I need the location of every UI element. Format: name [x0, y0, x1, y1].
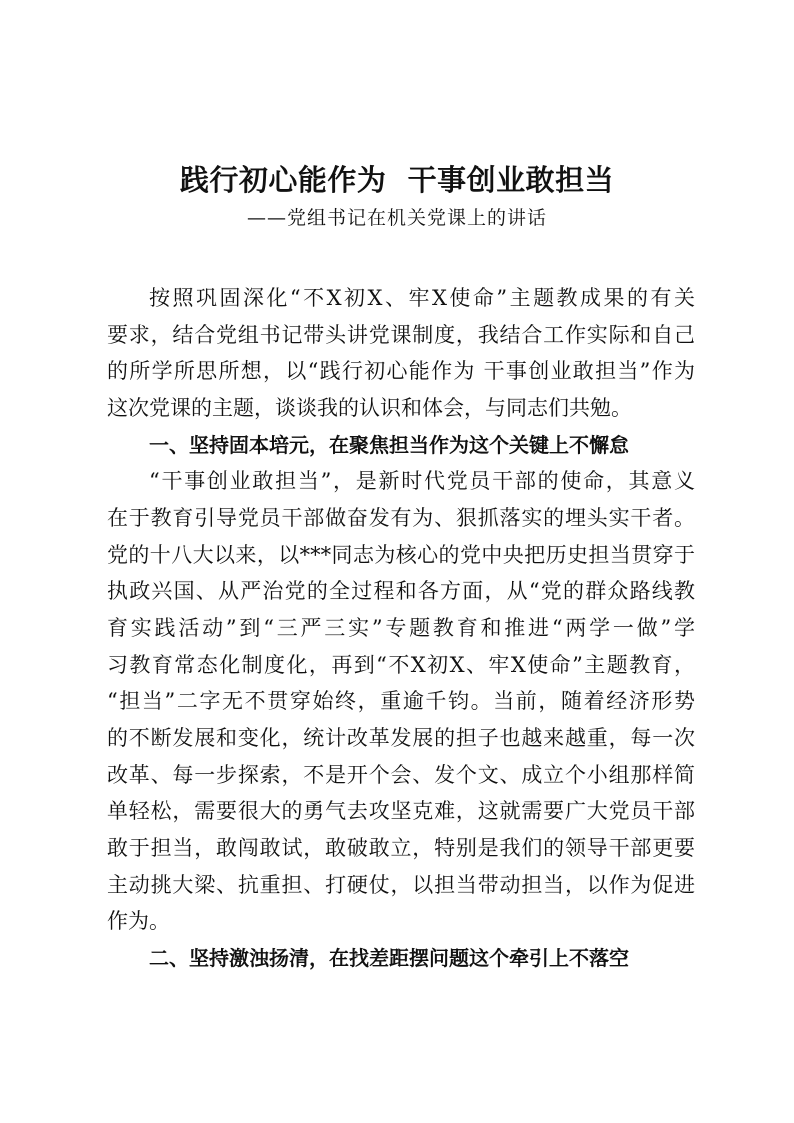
paragraph-line: 作为。 [107, 909, 170, 933]
paragraph-line: 单轻松，需要很大的勇气去攻坚克难，这就需要广大党员干部 [107, 799, 695, 823]
paragraph-line: 育实践活动”到“三严三实”专题教育和推进“两学一做”学 [107, 616, 695, 640]
section-heading: 二、坚持激浊扬清，在找差距摆问题这个牵引上不落空 [149, 946, 629, 970]
section-heading: 一、坚持固本培元，在聚焦担当作为这个关键上不懈怠 [149, 433, 629, 457]
paragraph-line: 改革、每一步探索，不是开个会、发个文、成立个小组那样简 [107, 763, 695, 787]
paragraph-line: “担当”二字无不贯穿始终，重逾千钧。当前，随着经济形势 [107, 689, 695, 713]
paragraph-line: 敢于担当，敢闯敢试，敢破敢立，特别是我们的领导干部更要 [107, 836, 695, 860]
paragraph-line: 党的十八大以来，以***同志为核心的党中央把历史担当贯穿于 [107, 543, 695, 567]
paragraph-line: 要求，结合党组书记带头讲党课制度，我结合工作实际和自己 [107, 323, 695, 347]
paragraph-line: 的所学所思所想，以“践行初心能作为 干事创业敢担当”作为 [107, 359, 695, 383]
document-subtitle: ——党组书记在机关党课上的讲话 [246, 207, 547, 229]
paragraph-line: 这次党课的主题，谈谈我的认识和体会，与同志们共勉。 [107, 396, 632, 420]
paragraph-line: 按照巩固深化“不X初X、牢X使命”主题教成果的有关 [149, 286, 695, 310]
document-title: 践行初心能作为 干事创业敢担当 [179, 163, 615, 197]
paragraph-line: 主动挑大梁、抗重担、打硬仗，以担当带动担当，以作为促进 [107, 873, 695, 897]
paragraph-line: 习教育常态化制度化，再到“不X初X、牢X使命”主题教育， [107, 653, 695, 677]
paragraph-line: 在于教育引导党员干部做奋发有为、狠抓落实的埋头实干者。 [107, 506, 695, 530]
paragraph-line: “干事创业敢担当”，是新时代党员干部的使命，其意义 [149, 469, 695, 493]
paragraph-line: 执政兴国、从严治党的全过程和各方面，从“党的群众路线教 [107, 579, 695, 603]
paragraph-line: 的不断发展和变化，统计改革发展的担子也越来越重，每一次 [107, 726, 695, 750]
